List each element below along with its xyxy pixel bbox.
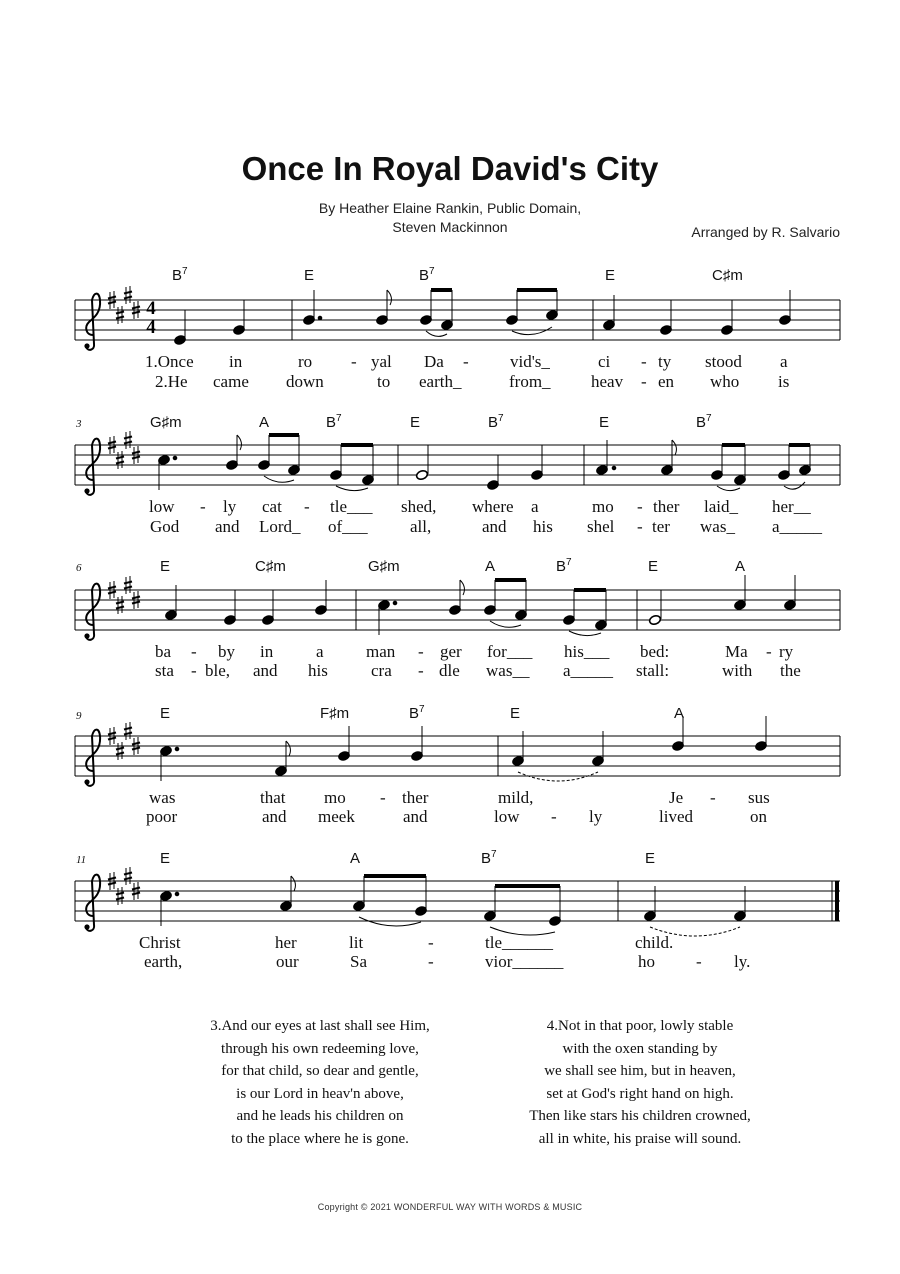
chord-symbols-2	[150, 413, 712, 431]
verse-line: Then like stars his children crowned,	[529, 1108, 751, 1125]
lyric-syllable: -	[200, 497, 206, 516]
lyric-syllable: mo	[324, 788, 346, 807]
byline-line: By Heather Elaine Rankin, Public Domain,	[318, 200, 582, 216]
notes-system-3	[164, 575, 796, 636]
lyric-syllable: ho	[638, 952, 655, 971]
lyric-syllable: -	[463, 352, 469, 371]
lyric-syllable: was__	[486, 661, 530, 680]
chord-symbol: $B^7$	[481, 849, 497, 867]
lyric-syllable: Da	[424, 352, 444, 371]
chord-symbol: C♯m	[255, 558, 286, 575]
lyric-syllable: -	[696, 952, 702, 971]
treble-clef-icon	[84, 294, 100, 350]
lyric-syllable: yal	[371, 352, 392, 371]
staff-system-2	[75, 413, 840, 536]
lyric-syllable: ter	[652, 517, 670, 536]
verse-line: through his own redeeming love,	[221, 1040, 419, 1057]
lyric-syllable: lived	[659, 807, 693, 826]
staff-system-5	[75, 849, 840, 971]
chord-symbol: E	[410, 414, 421, 431]
verse-line: 4.Not in that poor, lowly stable	[546, 1018, 734, 1034]
lyric-syllable: ly.	[734, 952, 751, 971]
lyric-syllable: ther	[653, 497, 680, 516]
chord-symbol: $B^7$	[556, 557, 572, 575]
lyric-syllable: -	[380, 788, 386, 807]
notes-system-2	[157, 435, 811, 491]
key-signature	[108, 722, 140, 760]
verse-line: is our Lord in heav'n above,	[236, 1085, 404, 1102]
verse-line: we shall see him, but in heaven,	[544, 1063, 736, 1080]
notes-system-4	[159, 716, 767, 781]
lyric-syllable: ci	[598, 352, 611, 371]
lyric-syllable: tle___	[330, 497, 373, 516]
chord-symbol: E	[648, 558, 659, 575]
lyrics-system-4	[146, 788, 770, 826]
lyric-syllable: in	[229, 352, 243, 371]
lyric-syllable: -	[637, 517, 643, 536]
lyric-syllable: en	[658, 372, 675, 391]
lyric-syllable: down	[286, 372, 324, 391]
chord-symbol: F♯m	[320, 705, 350, 722]
lyric-syllable: -	[710, 788, 716, 807]
treble-clef-icon	[84, 584, 100, 640]
lyrics-system-1	[145, 352, 789, 391]
lyric-syllable: -	[551, 807, 557, 826]
staff-system-4	[75, 704, 840, 826]
key-signature	[108, 867, 140, 905]
lyric-syllable: a_____	[772, 517, 823, 536]
lyric-syllable: laid_	[704, 497, 738, 516]
chord-symbol: $B^7$	[326, 413, 342, 431]
lyric-syllable: low	[149, 497, 175, 516]
chord-symbol: $B^7$	[488, 413, 504, 431]
lyric-syllable: where	[472, 497, 514, 516]
lyrics-system-2	[149, 497, 823, 536]
lyric-syllable: ly	[589, 807, 603, 826]
lyric-syllable: for___	[487, 642, 533, 661]
lyric-syllable: cra	[371, 661, 392, 680]
lyric-syllable: -	[766, 642, 772, 661]
lyric-syllable: poor	[146, 807, 178, 826]
lyrics-system-5	[139, 933, 750, 971]
lyric-syllable: our	[276, 952, 299, 971]
lyric-syllable: of___	[328, 517, 368, 536]
verse-line: all in white, his praise will sound.	[538, 1130, 742, 1147]
lyric-syllable: on	[750, 807, 767, 826]
lyric-syllable: dle	[439, 661, 460, 680]
lyric-syllable: Christ	[139, 933, 181, 952]
lyric-syllable: shel	[587, 517, 615, 536]
lyric-syllable: heav	[591, 372, 624, 391]
lyric-syllable: Lord_	[259, 517, 301, 536]
lyric-syllable: and	[215, 517, 240, 536]
lyric-syllable: by	[218, 642, 235, 661]
chord-symbol: A	[735, 558, 746, 575]
measure-number: 3	[76, 418, 82, 430]
treble-clef-icon	[84, 875, 100, 931]
lyric-syllable: was	[149, 788, 176, 807]
verse-4-block	[490, 1015, 790, 1151]
lyric-syllable: stood	[705, 352, 742, 371]
byline-line: Steven Mackinnon	[392, 219, 508, 235]
lyric-syllable: low	[494, 807, 520, 826]
lyric-syllable: 1.Once	[145, 352, 194, 371]
chord-symbols-5	[160, 849, 655, 867]
lyric-syllable: -	[418, 661, 424, 680]
lyrics-system-3	[155, 642, 801, 680]
lyric-syllable: child.	[635, 933, 674, 952]
key-signature	[108, 431, 140, 469]
lyric-syllable: a	[531, 497, 539, 516]
lyric-syllable: his	[308, 661, 328, 680]
lyric-syllable: ro	[298, 352, 313, 371]
time-signature-bottom: 4	[146, 317, 156, 338]
lyric-syllable: to	[377, 372, 391, 391]
treble-clef-icon	[84, 730, 100, 786]
lyric-syllable: -	[418, 642, 424, 661]
lyric-syllable: and	[482, 517, 507, 536]
lyric-syllable: sus	[748, 788, 770, 807]
lyric-syllable: tle______	[485, 933, 553, 952]
lyric-syllable: his___	[564, 642, 610, 661]
lyric-syllable: a	[780, 352, 788, 371]
lyric-syllable: stall:	[636, 661, 670, 680]
chord-symbol: G♯m	[368, 558, 400, 575]
lyric-syllable: with	[722, 661, 753, 680]
chord-symbol: E	[304, 267, 315, 284]
lyric-syllable: is	[778, 372, 790, 391]
copyright-notice: Copyright © 2021 WONDERFUL WAY WITH WORDS & MUSIC	[317, 1202, 583, 1212]
lyric-syllable: 2.He	[155, 372, 188, 391]
lyric-syllable: lit	[349, 933, 364, 952]
lyric-syllable: meek	[318, 807, 355, 826]
lyric-syllable: Sa	[350, 952, 367, 971]
lyric-syllable: mild,	[498, 788, 534, 807]
lyric-syllable: man	[366, 642, 396, 661]
verse-3-block	[170, 1015, 470, 1151]
verse-line: and he leads his children on	[236, 1108, 404, 1125]
lyric-syllable: God	[150, 517, 180, 536]
chord-symbol: A	[259, 414, 270, 431]
lyric-syllable: vid's_	[510, 352, 550, 371]
measure-number: 9	[76, 710, 82, 722]
chord-symbols-3	[160, 557, 745, 575]
lyric-syllable: vior______	[485, 952, 564, 971]
chord-symbol: E	[605, 267, 616, 284]
chord-symbol: C♯m	[712, 267, 743, 284]
lyric-syllable: -	[428, 952, 434, 971]
lyric-syllable: was_	[700, 517, 735, 536]
measure-number: 11	[76, 854, 87, 866]
chord-symbol: E	[160, 705, 171, 722]
lyric-syllable: ry	[779, 642, 794, 661]
treble-clef-icon	[84, 439, 100, 495]
chord-symbol: E	[645, 850, 656, 867]
lyric-syllable: the	[780, 661, 801, 680]
lyric-syllable: shed,	[401, 497, 437, 516]
lyric-syllable: and	[403, 807, 428, 826]
lyric-syllable: from_	[509, 372, 551, 391]
chord-symbol: $B^7$	[696, 413, 712, 431]
chord-symbol: E	[510, 705, 521, 722]
lyric-syllable: and	[253, 661, 278, 680]
notes-system-5	[159, 876, 746, 936]
song-title: Once In Royal David's City	[241, 150, 659, 187]
chord-symbol: $B^7$	[419, 266, 435, 284]
chord-symbol: A	[485, 558, 496, 575]
arranger-credit: Arranged by R. Salvario	[691, 224, 840, 240]
lyric-syllable: -	[637, 497, 643, 516]
measure-number: 6	[76, 562, 82, 574]
lyric-syllable: ther	[402, 788, 429, 807]
lyric-syllable: his	[533, 517, 553, 536]
lyric-syllable: -	[304, 497, 310, 516]
verse-line: with the oxen standing by	[562, 1040, 718, 1057]
notes-system-1	[173, 290, 791, 346]
chord-symbol: G♯m	[150, 414, 182, 431]
chord-symbol: A	[674, 705, 685, 722]
verse-line: 3.And our eyes at last shall see Him,	[210, 1018, 430, 1034]
lyric-syllable: bed:	[640, 642, 670, 661]
chord-symbol: $B^7$	[409, 704, 425, 722]
staff-system-1	[75, 266, 840, 391]
chord-symbols-1	[172, 266, 743, 284]
lyric-syllable: ty	[658, 352, 672, 371]
lyric-syllable: -	[428, 933, 434, 952]
chord-symbol: E	[599, 414, 610, 431]
lyric-syllable: that	[260, 788, 286, 807]
final-barline	[835, 881, 839, 921]
lyric-syllable: in	[260, 642, 274, 661]
lyric-syllable: ly	[223, 497, 237, 516]
lyric-syllable: -	[351, 352, 357, 371]
chord-symbol: E	[160, 850, 171, 867]
lyric-syllable: -	[641, 352, 647, 371]
verse-line: for that child, so dear and gentle,	[221, 1063, 419, 1080]
lyric-syllable: sta	[155, 661, 174, 680]
lyric-syllable: earth_	[419, 372, 462, 391]
staff-system-3	[75, 557, 840, 680]
chord-symbols-4	[160, 704, 684, 722]
key-signature	[108, 576, 140, 614]
lyric-syllable: a_____	[563, 661, 614, 680]
lyric-syllable: ble,	[205, 661, 231, 680]
verse-line: to the place where he is gone.	[231, 1130, 409, 1147]
chord-symbol: A	[350, 850, 361, 867]
lyric-syllable: her	[275, 933, 297, 952]
lyric-syllable: cat	[262, 497, 282, 516]
time-signature-top: 4	[146, 298, 156, 319]
lyric-syllable: -	[191, 661, 197, 680]
lyric-syllable: -	[191, 642, 197, 661]
lyric-syllable: who	[710, 372, 740, 391]
lyric-syllable: ger	[440, 642, 462, 661]
lyric-syllable: -	[641, 372, 647, 391]
verse-line: set at God's right hand on high.	[546, 1085, 734, 1102]
lyric-syllable: Ma	[725, 642, 748, 661]
key-signature	[108, 286, 140, 324]
chord-symbol: E	[160, 558, 171, 575]
lyric-syllable: a	[316, 642, 324, 661]
chord-symbol: $B^7$	[172, 266, 188, 284]
lyric-syllable: earth,	[144, 952, 183, 971]
lyric-syllable: and	[262, 807, 287, 826]
lyric-syllable: her__	[772, 497, 811, 516]
lyric-syllable: all,	[410, 517, 432, 536]
lyric-syllable: came	[213, 372, 249, 391]
lyric-syllable: ba	[155, 642, 172, 661]
lyric-syllable: Je	[669, 788, 684, 807]
lyric-syllable: mo	[592, 497, 614, 516]
